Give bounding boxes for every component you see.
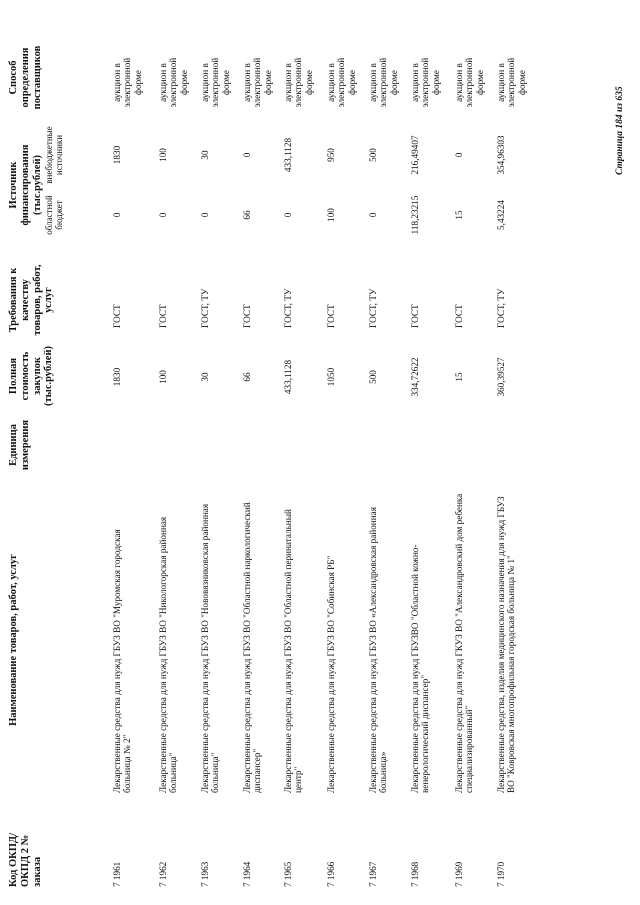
row-funding-external: 1830 <box>112 145 122 165</box>
row-code: 7 1961 <box>112 861 122 887</box>
row-funding-external: 354,96303 <box>496 135 506 175</box>
row-code: 7 1969 <box>454 861 464 887</box>
row-code: 7 1968 <box>410 861 420 887</box>
row-cost: 1050 <box>326 367 336 387</box>
row-method: аукцион в электронной форме <box>496 57 527 108</box>
row-funding-external: 500 <box>368 148 378 162</box>
header-method: Способ определения поставщиков <box>8 45 43 110</box>
header-funding: Источник финансирования (тыс.рублей) <box>8 144 43 226</box>
row-requirements: ГОСТ <box>112 304 122 328</box>
header-requirements: Требования к качеству товаров, работ, услуг <box>8 264 55 336</box>
row-method: аукцион в электронной форме <box>454 57 485 108</box>
row-code: 7 1962 <box>158 861 168 887</box>
row-funding-regional: 0 <box>158 212 168 218</box>
row-funding-regional: 15 <box>454 210 464 220</box>
row-requirements: ГОСТ <box>410 304 420 328</box>
row-method: аукцион в электронной форме <box>283 57 314 108</box>
row-name: Лекарственные средства, изделия медицинского назначения для нужд ГБУЗ ВО "Ковровская многопрофильная городская больница № 1" <box>496 496 517 793</box>
row-funding-regional: 0 <box>368 212 378 218</box>
row-requirements: ГОСТ, ТУ <box>496 288 506 328</box>
row-method: аукцион в электронной форме <box>112 57 143 108</box>
row-funding-regional: 100 <box>326 208 336 222</box>
row-funding-regional: 66 <box>242 210 252 220</box>
row-cost: 500 <box>368 370 378 384</box>
row-method: аукцион в электронной форме <box>326 57 357 108</box>
header-name: Наименование товаров, работ, услуг <box>8 554 19 726</box>
row-name: Лекарственные средства для нужд ГБУЗ ВО "Никологорская районная больница" <box>158 516 179 793</box>
row-name: Лекарственные средства для нужд ГКУЗ ВО "Александровский дом ребенка специализированный" <box>454 493 475 793</box>
row-code: 7 1964 <box>242 861 252 887</box>
row-requirements: ГОСТ <box>158 304 168 328</box>
row-cost: 1830 <box>112 367 122 387</box>
header-funding-regional: областной бюджет <box>44 195 64 235</box>
row-requirements: ГОСТ <box>326 304 336 328</box>
row-cost: 100 <box>158 370 168 384</box>
row-funding-regional: 118,23215 <box>410 195 420 235</box>
row-name: Лекарственные средства для нужд ГБУЗ ВО "Муромская городская больница № 2" <box>112 529 133 793</box>
row-funding-regional: 0 <box>112 212 122 218</box>
row-name: Лекарственные средства для нужд ГБУЗ ВО "Областной перинатальный центр" <box>283 509 304 793</box>
row-funding-external: 216,49407 <box>410 135 420 175</box>
row-cost: 433,1128 <box>283 359 293 395</box>
row-cost: 66 <box>242 372 252 382</box>
header-unit: Единица измерения <box>8 419 31 471</box>
row-method: аукцион в электронной форме <box>158 57 189 108</box>
row-code: 7 1963 <box>200 861 210 887</box>
row-name: Лекарственные средства для нужд ГБУЗ ВО "Нововязниковская районная больница" <box>200 503 221 793</box>
row-requirements: ГОСТ <box>454 304 464 328</box>
row-funding-external: 433,1128 <box>283 137 293 173</box>
row-method: аукцион в электронной форме <box>368 57 399 108</box>
row-name: Лекарственные средства для нужд ГБУЗВО "Областной кожно-венерологический диспансер" <box>410 544 431 793</box>
row-code: 7 1970 <box>496 861 506 887</box>
row-requirements: ГОСТ, ТУ <box>283 288 293 328</box>
row-funding-regional: 5,43224 <box>496 200 506 230</box>
header-funding-external: внебюджетные источники <box>44 126 64 184</box>
row-method: аукцион в электронной форме <box>410 57 441 108</box>
header-cost: Полная стоимость закупок (тыс.рублей) <box>8 345 55 407</box>
header-code: Код ОКПД/ ОКПД 2 № заказа <box>8 832 43 887</box>
row-name: Лекарственные средства для нужд ГБУЗ ВО "Областной наркологический диспансер" <box>242 502 263 793</box>
row-method: аукцион в электронной форме <box>200 57 231 108</box>
row-funding-regional: 0 <box>200 212 210 218</box>
row-cost: 30 <box>200 372 210 382</box>
row-funding-external: 0 <box>454 152 464 158</box>
row-code: 7 1967 <box>368 861 378 887</box>
row-code: 7 1966 <box>326 861 336 887</box>
row-cost: 15 <box>454 372 464 382</box>
row-cost: 334,72622 <box>410 357 420 397</box>
row-requirements: ГОСТ, ТУ <box>200 288 210 328</box>
page-number: Страница 184 из 635 <box>615 86 625 175</box>
row-requirements: ГОСТ, ТУ <box>368 288 378 328</box>
row-cost: 360,39527 <box>496 357 506 397</box>
row-funding-regional: 0 <box>283 212 293 218</box>
row-requirements: ГОСТ <box>242 304 252 328</box>
row-name: Лекарственные средства для нужд ГБУЗ ВО "Собинская РБ" <box>326 555 336 793</box>
row-method: аукцион в электронной форме <box>242 57 273 108</box>
row-funding-external: 0 <box>242 152 252 158</box>
row-funding-external: 100 <box>158 148 168 162</box>
row-code: 7 1965 <box>283 861 293 887</box>
row-funding-external: 30 <box>200 150 210 160</box>
row-name: Лекарственные средства для нужд ГБУЗ ВО «Александровская районная больница» <box>368 507 389 793</box>
row-funding-external: 950 <box>326 148 336 162</box>
